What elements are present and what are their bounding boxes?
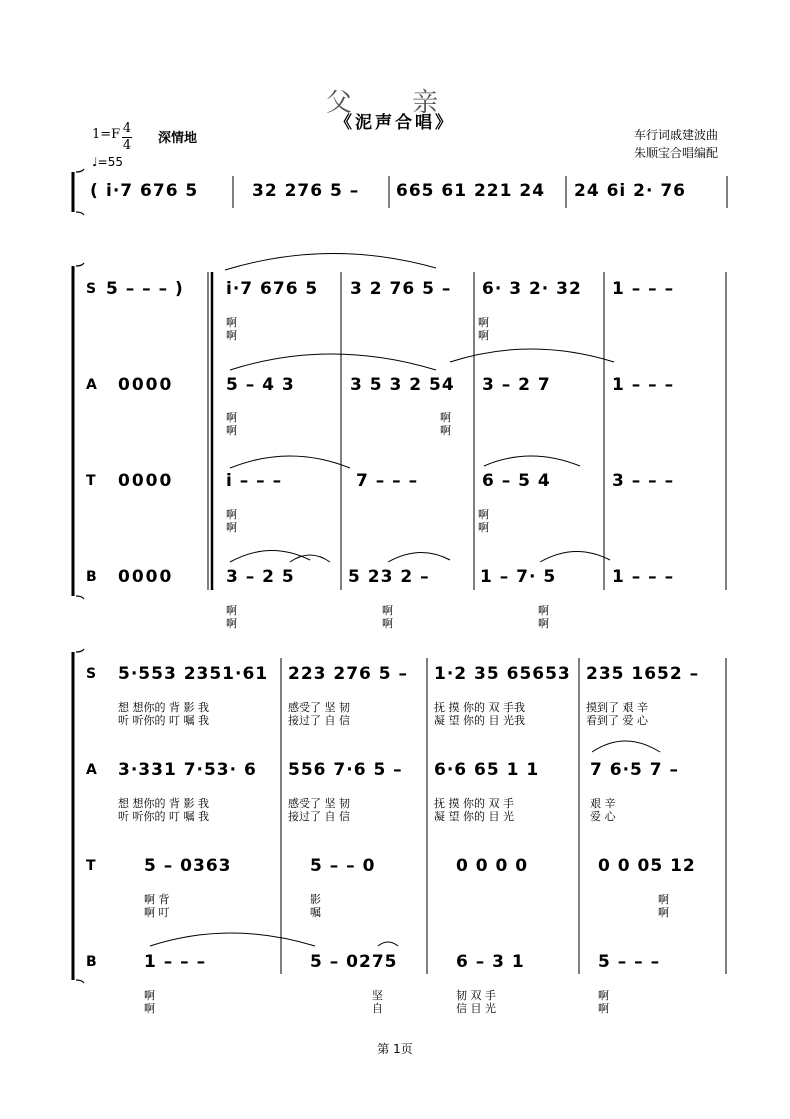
s3-alto-m4: 7 6·5 7 – bbox=[590, 760, 680, 780]
s3-alto-lyric-2: 接过了 自 信 bbox=[288, 810, 350, 823]
s2-soprano-pickup: 5 – – – ) bbox=[106, 279, 184, 299]
s3-bass-lyric-2: 自 bbox=[372, 1002, 383, 1015]
intro-measure-3: 665 61 221 24 bbox=[396, 181, 546, 201]
s3-soprano-m4: 235 1652 – bbox=[586, 664, 700, 684]
part-label-soprano: S bbox=[86, 666, 97, 682]
intro-measure-1: i·7 676 5 bbox=[106, 181, 199, 201]
s2-bass-lyric: 啊 bbox=[226, 604, 237, 617]
s2-alto-lyric: 啊 bbox=[440, 424, 451, 437]
s3-tenor-lyric-1: 影 bbox=[310, 893, 321, 906]
s3-tenor-lyric-1: 啊 bbox=[658, 893, 669, 906]
s3-bass-lyric-2: 信 目 光 bbox=[456, 1002, 496, 1015]
part-label-tenor: T bbox=[86, 473, 96, 489]
s3-tenor-m2: 5 – – 0 bbox=[310, 856, 376, 876]
s3-bass-lyric-2: 啊 bbox=[598, 1002, 609, 1015]
part-label-alto: A bbox=[86, 377, 97, 393]
s3-bass-m4: 5 – – – bbox=[598, 952, 661, 972]
s3-soprano-lyric-2: 凝 望 你的 目 光我 bbox=[434, 714, 525, 727]
s2-alto-m2: 3 5 3 2 54 bbox=[350, 375, 455, 395]
s3-alto-lyric-2: 听 听你的 叮 嘱 我 bbox=[118, 810, 209, 823]
s2-bass-m2: 5 23 2 – bbox=[348, 567, 430, 587]
s2-bass-lyric: 啊 bbox=[226, 617, 237, 630]
s3-bass-lyric-1: 坚 bbox=[372, 989, 383, 1002]
s3-alto-m3: 6·6 65 1 1 bbox=[434, 760, 540, 780]
s3-tenor-m3: 0 0 0 0 bbox=[456, 856, 529, 876]
s3-tenor-lyric-2: 啊 叮 bbox=[144, 906, 170, 919]
s2-tenor-m3: 6 – 5 4 bbox=[482, 471, 551, 491]
s2-soprano-m1: i·7 676 5 bbox=[226, 279, 319, 299]
s3-alto-lyric-1: 艰 辛 bbox=[590, 797, 616, 810]
s3-bass-m2: 5 – 0275 bbox=[310, 952, 398, 972]
s3-soprano-lyric-1: 想 想你的 背 影 我 bbox=[118, 701, 209, 714]
s2-soprano-lyric: 啊 bbox=[478, 316, 489, 329]
key-signature: 1=F bbox=[92, 127, 121, 142]
part-label-tenor: T bbox=[86, 858, 96, 874]
s3-tenor-m4: 0 0 05 12 bbox=[598, 856, 696, 876]
s2-tenor-lyric: 啊 bbox=[226, 521, 237, 534]
s2-tenor-m2: 7 – – – bbox=[356, 471, 419, 491]
s3-alto-lyric-2: 凝 望 你的 目 光 bbox=[434, 810, 514, 823]
s3-soprano-m3: 1·2 35 65653 bbox=[434, 664, 571, 684]
s2-alto-rest: 0000 bbox=[118, 375, 174, 395]
s2-soprano-m4: 1 – – – bbox=[612, 279, 675, 299]
s3-tenor-m1: 5 – 0363 bbox=[144, 856, 232, 876]
s2-bass-rest: 0000 bbox=[118, 567, 174, 587]
s2-bass-m1: 3 – 2 5 bbox=[226, 567, 295, 587]
s3-soprano-lyric-1: 感受了 坚 韧 bbox=[288, 701, 350, 714]
s2-tenor-lyric: 啊 bbox=[226, 508, 237, 521]
s3-soprano-m2: 223 276 5 – bbox=[288, 664, 409, 684]
s3-tenor-lyric-2: 嘱 bbox=[310, 906, 321, 919]
s2-alto-lyric: 啊 bbox=[226, 411, 237, 424]
s3-soprano-lyric-2: 听 听你的 叮 嘱 我 bbox=[118, 714, 209, 727]
s2-tenor-rest: 0000 bbox=[118, 471, 174, 491]
s2-alto-m1: 5 – 4 3 bbox=[226, 375, 295, 395]
s2-bass-m3: 1 – 7· 5 bbox=[480, 567, 557, 587]
expression-mark: 深情地 bbox=[158, 131, 198, 146]
s2-alto-lyric: 啊 bbox=[440, 411, 451, 424]
s2-bass-lyric: 啊 bbox=[382, 617, 393, 630]
s2-soprano-m2: 3 2 76 5 – bbox=[350, 279, 452, 299]
s2-soprano-lyric: 啊 bbox=[226, 329, 237, 342]
s2-soprano-m3: 6· 3 2· 32 bbox=[482, 279, 582, 299]
s2-bass-lyric: 啊 bbox=[538, 617, 549, 630]
s3-alto-lyric-1: 想 想你的 背 影 我 bbox=[118, 797, 209, 810]
s2-bass-lyric: 啊 bbox=[382, 604, 393, 617]
s3-bass-m1: 1 – – – bbox=[144, 952, 207, 972]
s2-alto-lyric: 啊 bbox=[226, 424, 237, 437]
s3-soprano-lyric-2: 接过了 自 信 bbox=[288, 714, 350, 727]
intro-bracket: ( bbox=[90, 181, 99, 201]
s3-bass-lyric-1: 啊 bbox=[598, 989, 609, 1002]
s3-tenor-lyric-2: 啊 bbox=[658, 906, 669, 919]
s2-tenor-lyric: 啊 bbox=[478, 521, 489, 534]
s2-soprano-lyric: 啊 bbox=[226, 316, 237, 329]
s3-tenor-lyric-1: 啊 背 bbox=[144, 893, 170, 906]
s3-soprano-lyric-1: 摸到了 艰 辛 bbox=[586, 701, 648, 714]
part-label-bass: B bbox=[86, 954, 97, 970]
page-number: 第 1页 bbox=[377, 1042, 413, 1056]
s3-alto-m1: 3·331 7·53· 6 bbox=[118, 760, 257, 780]
s3-bass-m3: 6 – 3 1 bbox=[456, 952, 525, 972]
song-title: 父 亲 bbox=[325, 88, 465, 118]
s3-bass-lyric-1: 韧 双 手 bbox=[456, 989, 496, 1002]
s2-alto-m4: 1 – – – bbox=[612, 375, 675, 395]
intro-measure-4: 24 6i 2· 76 bbox=[574, 181, 687, 201]
s3-soprano-lyric-1: 抚 摸 你的 双 手我 bbox=[434, 701, 525, 714]
credit-arranger: 朱顺宝合唱编配 bbox=[633, 146, 718, 160]
s3-bass-lyric-1: 啊 bbox=[144, 989, 155, 1002]
s3-alto-lyric-1: 抚 摸 你的 双 手 bbox=[434, 797, 514, 810]
time-top: 4 bbox=[122, 121, 132, 136]
song-subtitle: 《泥声合唱》 bbox=[335, 113, 455, 133]
s3-soprano-lyric-2: 看到了 爱 心 bbox=[586, 714, 648, 727]
s2-tenor-m4: 3 – – – bbox=[612, 471, 675, 491]
s2-tenor-lyric: 啊 bbox=[478, 508, 489, 521]
part-label-alto: A bbox=[86, 762, 97, 778]
s2-bass-lyric: 啊 bbox=[538, 604, 549, 617]
s2-soprano-lyric: 啊 bbox=[478, 329, 489, 342]
part-label-bass: B bbox=[86, 569, 97, 585]
credit-composer: 车行词戚建波曲 bbox=[633, 128, 718, 142]
s3-alto-lyric-1: 感受了 坚 韧 bbox=[288, 797, 350, 810]
s2-alto-m3: 3 – 2 7 bbox=[482, 375, 551, 395]
s3-alto-lyric-2: 爱 心 bbox=[590, 810, 616, 823]
time-bottom: 4 bbox=[122, 138, 132, 153]
s3-soprano-m1: 5·553 2351·61 bbox=[118, 664, 269, 684]
s3-bass-lyric-2: 啊 bbox=[144, 1002, 155, 1015]
s3-alto-m2: 556 7·6 5 – bbox=[288, 760, 403, 780]
intro-measure-2: 32 276 5 – bbox=[252, 181, 360, 201]
s2-tenor-m1: i – – – bbox=[226, 471, 283, 491]
s2-bass-m4: 1 – – – bbox=[612, 567, 675, 587]
tempo-mark: ♩=55 bbox=[92, 155, 123, 169]
part-label-soprano: S bbox=[86, 281, 97, 297]
